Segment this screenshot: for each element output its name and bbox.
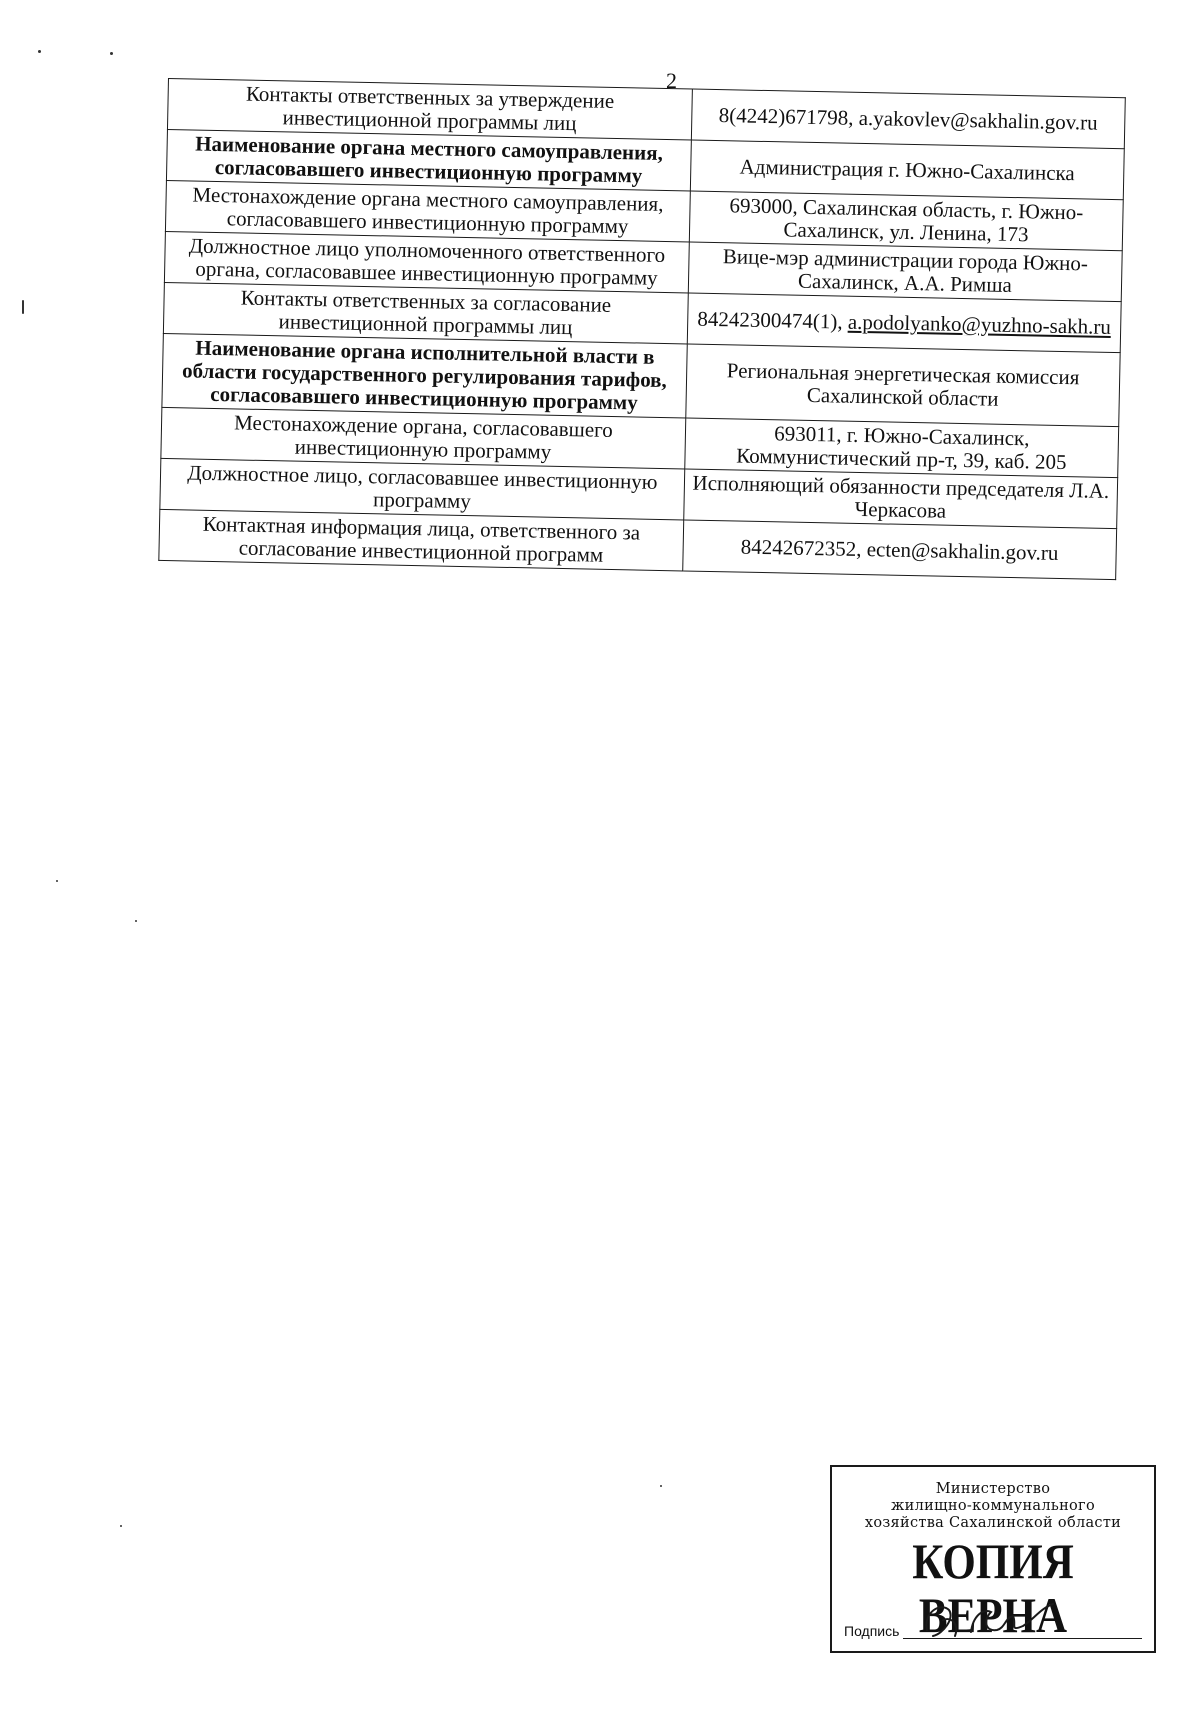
scan-speck bbox=[38, 50, 41, 53]
row-label: Местонахождение органа местного самоуправления, согласовавшего инвестиционную программу bbox=[165, 180, 690, 242]
scan-speck bbox=[22, 300, 24, 314]
scan-speck bbox=[110, 52, 113, 55]
scan-speck bbox=[56, 880, 58, 882]
stamp-ministry-line: Министерство bbox=[935, 1481, 1051, 1497]
row-value: Администрация г. Южно-Сахалинска bbox=[690, 140, 1124, 200]
phone-number: 84242300474(1), bbox=[697, 306, 843, 334]
email-link[interactable]: a.podolyanko@yuzhno-sakh.ru bbox=[847, 309, 1112, 339]
row-label: Контакты ответственных за утверждение инвестиционной программы лиц bbox=[167, 79, 692, 141]
signature-label: Подпись bbox=[844, 1623, 900, 1639]
row-label: Наименование органа местного самоуправления, согласовавшего инвестиционную программу bbox=[166, 129, 691, 191]
row-value: 693011, г. Южно-Сахалинск, Коммунистический пр-т, 39, каб. 205 bbox=[685, 418, 1119, 478]
row-label: Должностное лицо, согласовавшее инвестиционную программу bbox=[160, 458, 685, 520]
signature-line bbox=[903, 1602, 1142, 1639]
row-label: Контакты ответственных за согласование инвестиционной программы лиц bbox=[163, 282, 688, 344]
row-label: Контактная информация лица, ответственного за согласование инвестиционной программ bbox=[159, 509, 684, 571]
scan-speck bbox=[660, 1485, 662, 1487]
copy-certified-stamp bbox=[830, 1465, 1156, 1653]
page-number: 2 bbox=[666, 68, 677, 93]
row-value: Исполняющий обязанности председателя Л.А. Черкасова bbox=[684, 469, 1118, 529]
signature-scribble bbox=[913, 1596, 1063, 1640]
row-label: Наименование органа исполнительной власти в области государственного регулирования тарифов, согласовавшего инвестиционную программу bbox=[162, 333, 687, 417]
row-label: Местонахождение органа, согласовавшего инвестиционную программу bbox=[161, 407, 686, 469]
contact-table bbox=[158, 78, 1126, 580]
row-value: 693000, Сахалинская область, г. Южно-Сахалинск, ул. Ленина, 173 bbox=[689, 191, 1123, 251]
row-value bbox=[687, 293, 1121, 353]
row-label: Должностное лицо уполномоченного ответственного органа, согласовавшее инвестиционную программу bbox=[164, 231, 689, 293]
stamp-ministry-line: жилищно-коммунального bbox=[891, 1498, 1095, 1514]
scan-speck bbox=[135, 920, 137, 922]
row-value: 84242672352, ecten@sakhalin.gov.ru bbox=[683, 520, 1117, 580]
row-value: Региональная энергетическая комиссия Сахалинской области bbox=[686, 344, 1121, 427]
signature-row bbox=[844, 1602, 1142, 1639]
row-value: Вице-мэр администрации города Южно-Сахалинск, А.А. Римша bbox=[688, 242, 1122, 302]
stamp-title: КОПИЯ ВЕРНА bbox=[912, 1533, 1074, 1643]
scan-speck bbox=[120, 1525, 122, 1527]
stamp-ministry-line: хозяйства Сахалинской области bbox=[864, 1515, 1122, 1531]
row-value: 8(4242)671798, a.yakovlev@sakhalin.gov.ru bbox=[691, 89, 1125, 149]
